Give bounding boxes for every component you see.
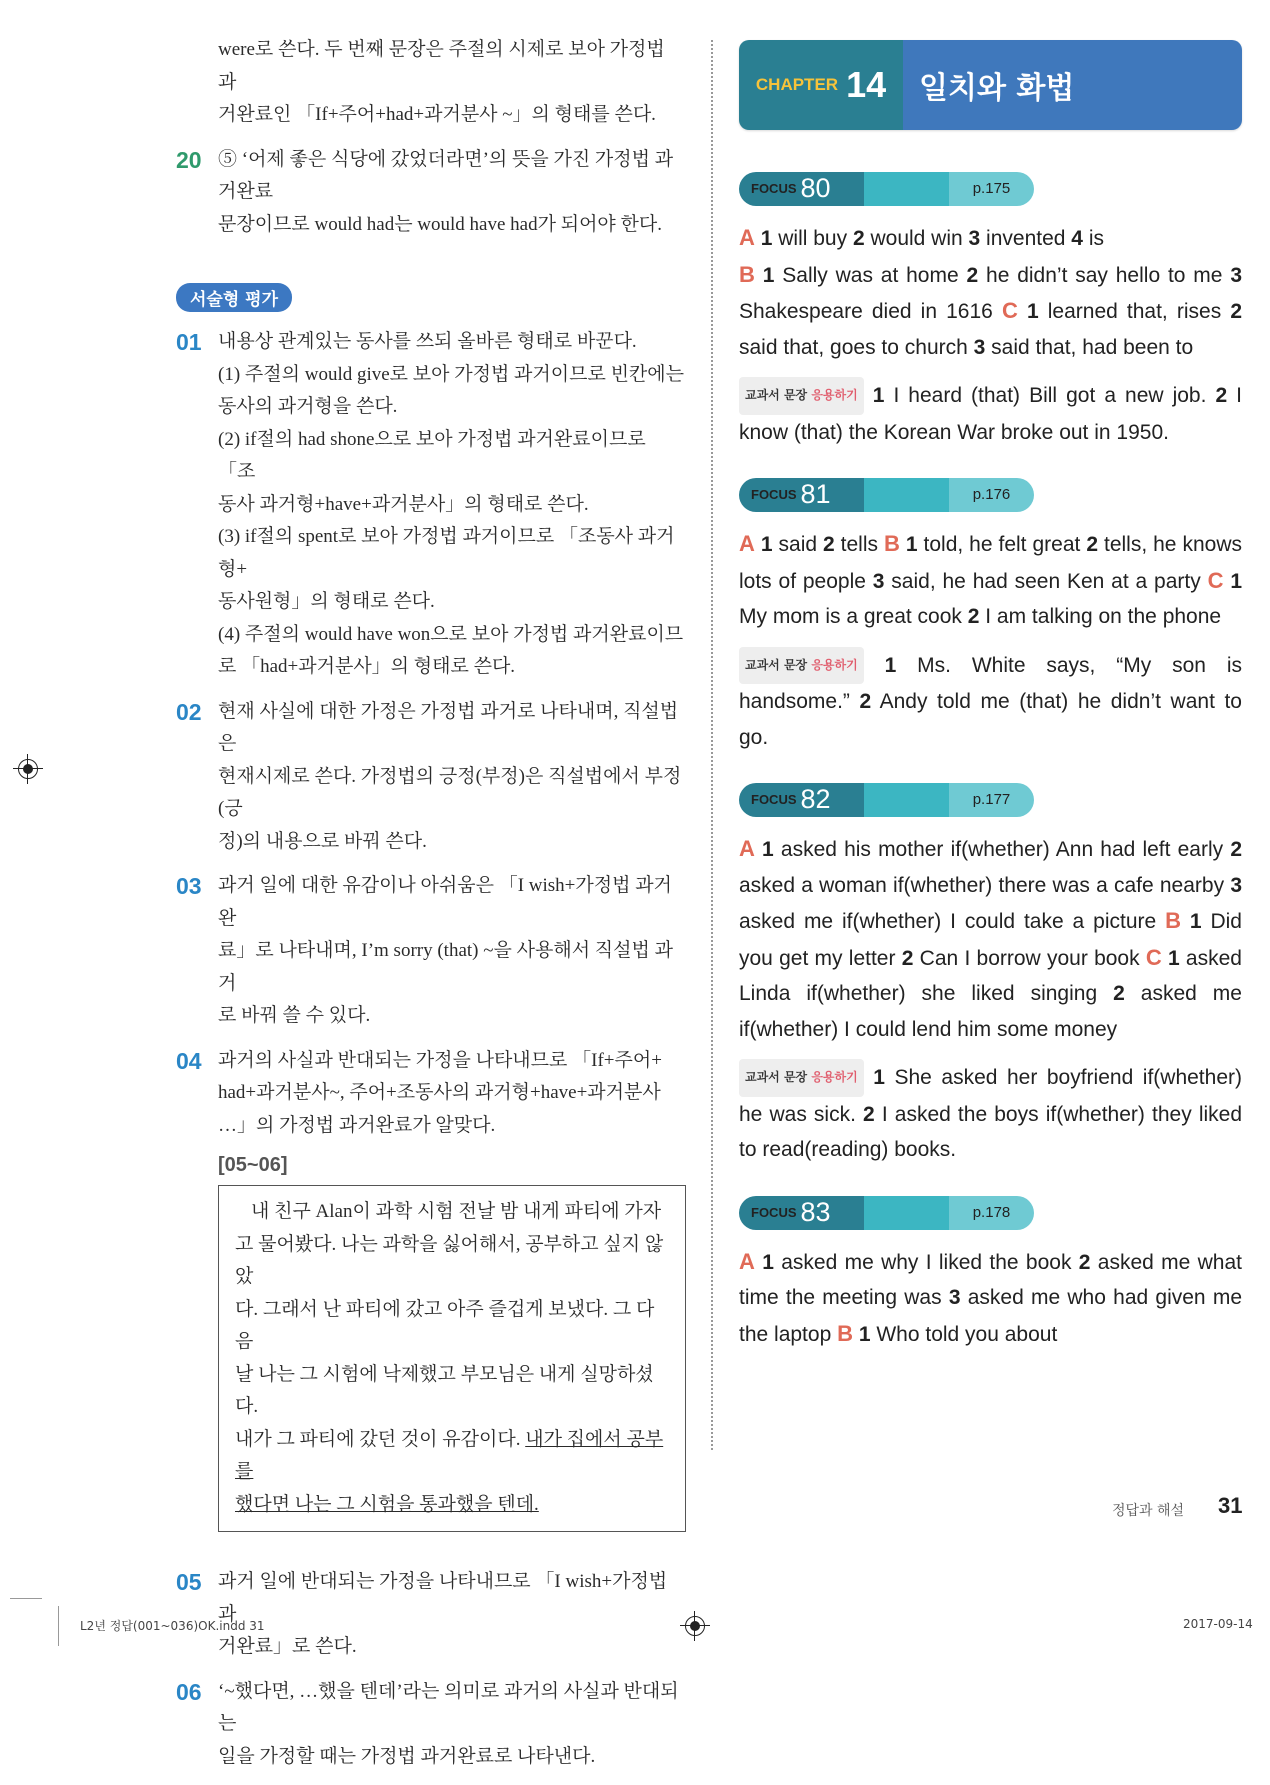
text-line: (1) 주절의 would give로 보아 가정법 과거이므로 빈칸에는 [218, 363, 684, 385]
answer-number: 2 [1078, 1250, 1091, 1274]
column-divider [711, 40, 713, 1450]
part-letter: C [1145, 944, 1162, 970]
text-line: …」의 가정법 과거완료가 알맞다. [218, 1114, 496, 1136]
focus-number: 83 [800, 1196, 831, 1227]
item-number: 03 [176, 873, 202, 899]
intro-text [176, 34, 686, 132]
chapter-title: 일치와 화법 [919, 71, 1075, 106]
focus-page: p.177 [949, 783, 1034, 817]
focus-word: FOCUS [751, 487, 797, 503]
text-line: 문장이므로 would had는 would have had가 되어야 한다. [218, 213, 662, 235]
chapter-label [739, 40, 903, 130]
text-line: ‘~했다면, …했을 텐데’라는 의미로 과거의 사실과 반대되는 [218, 1680, 679, 1734]
answer-number: 2 [967, 605, 980, 628]
answer-number: 2 [1086, 533, 1099, 556]
answer-number: 3 [872, 569, 885, 593]
footer-date: 2017-09-14 [1183, 1617, 1253, 1631]
answer-text: tells [834, 533, 884, 556]
focus-number: 82 [800, 784, 831, 815]
focus-bar-middle [864, 783, 949, 817]
text-line: 료」로 나타내며, I’m sorry (that) ~을 사용해서 직설법 과거 [218, 940, 673, 994]
answer-number: 2 [859, 690, 872, 713]
text-line: 내용상 관계있는 동사를 쓰되 올바른 형태로 바꾼다. [218, 331, 637, 352]
answer-text: Sally was at home [774, 263, 967, 287]
focus-bar [739, 1196, 1034, 1230]
registration-mark-icon [18, 759, 38, 779]
answer-text: asked a woman if(whether) there was a cafe nearby [739, 873, 1231, 897]
answer-text: he didn’t say hello to me [978, 263, 1231, 287]
item-number: 04 [176, 1047, 202, 1074]
answer-number: 1 [1026, 300, 1039, 323]
answer-paragraph [739, 526, 1242, 635]
answer-text: said that, had been to [985, 335, 1194, 359]
text-line: 과거 일에 대한 유감이나 아쉬움은 「I wish+가정법 과거완 [218, 875, 672, 929]
focus-number: 80 [800, 173, 831, 204]
text-line [235, 1424, 669, 1489]
answer-number: 1 [760, 227, 773, 250]
text-line: 고 물어봤다. 나는 과학을 싫어해서, 공부하고 싶지 않았 [235, 1233, 664, 1287]
chapter-title-area [903, 40, 1242, 130]
focus-word: FOCUS [751, 1204, 797, 1220]
answer-text: tells, he knows lots of people [739, 533, 1242, 593]
answer-number: 4 [1071, 227, 1083, 250]
crop-mark [58, 1606, 59, 1646]
left-column [176, 34, 686, 1785]
answer-text: told, he felt great [917, 533, 1087, 556]
text-line: 동사원형」의 형태로 쓴다. [218, 591, 435, 612]
page-number: 31 [1218, 1493, 1243, 1518]
tag-highlight: 응용하기 [811, 1070, 858, 1084]
focus-section-81 [739, 478, 1242, 755]
text-line: had+과거분사~, 주어+조동사의 과거형+have+과거분사 [218, 1082, 661, 1103]
part-letter: A [739, 225, 755, 250]
crop-mark [10, 1598, 42, 1599]
focus-bar-middle [864, 1196, 949, 1230]
section-badge: 서술형 평가 [176, 283, 292, 312]
focus-section-80 [739, 172, 1242, 450]
textbook-paragraph [739, 377, 1242, 450]
text-line: (3) if절의 spent로 보아 가정법 과거이므로 「조동사 과거형+ [218, 526, 675, 580]
text-line: were로 쓴다. 두 번째 문장은 주절의 시제로 보아 가정법 과 [218, 39, 665, 93]
passage-box [218, 1185, 686, 1532]
registration-mark-icon [685, 1616, 705, 1636]
chapter-header [739, 40, 1242, 130]
answer-text: My mom is a great cook [739, 605, 968, 628]
item-number: 20 [176, 146, 202, 173]
answer-text: invented [980, 227, 1072, 250]
answer-number: 1 [873, 1066, 885, 1089]
answer-05 [176, 1566, 686, 1664]
tag-text: 교과서 문장 [745, 388, 812, 402]
text-line: 내 친구 Alan이 과학 시험 전날 밤 내게 파티에 가자 [251, 1201, 662, 1222]
part-letter: B [884, 531, 900, 556]
underlined-text: 내가 집에서 공부를 [235, 1428, 664, 1482]
text-line: 동사 과거형+have+과거분사」의 형태로 쓴다. [218, 493, 589, 515]
focus-label [739, 1196, 864, 1230]
answer-text: Can I borrow your book [913, 946, 1146, 970]
part-letter: A [739, 836, 755, 861]
text-line: (4) 주절의 would have won으로 보아 가정법 과거완료이므 [218, 623, 684, 645]
answer-text: Andy told me (that) he didn’t want to go. [739, 690, 1242, 749]
tag-text: 교과서 문장 [745, 657, 812, 672]
answer-number: 1 [884, 653, 897, 677]
answer-04 [176, 1045, 686, 1143]
answer-02 [176, 696, 686, 859]
answer-number: 2 [901, 946, 914, 970]
text-line: 거완료인 「If+주어+had+과거분사 ~」의 형태를 쓴다. [218, 104, 656, 125]
answer-text: asked me if(whether) I could take a picture [739, 910, 1166, 933]
item-number: 01 [176, 329, 202, 355]
item-number: 05 [176, 1569, 202, 1595]
answer-text: asked me if(whether) I could lend him some money [739, 982, 1242, 1041]
part-letter: B [1165, 908, 1181, 933]
answer-number: 2 [1215, 384, 1228, 407]
chapter-number: 14 [846, 64, 887, 105]
focus-label [739, 172, 864, 206]
answer-text: I am talking on the phone [979, 605, 1222, 628]
answer-text: learned that, rises [1038, 300, 1231, 323]
answer-number: 1 [1189, 910, 1202, 933]
focus-page: p.178 [949, 1196, 1034, 1230]
answer-text: She asked her boyfriend if(whether) he was sick. [739, 1066, 1242, 1126]
textbook-paragraph [739, 1059, 1242, 1168]
text-line: 일을 가정할 때는 가정법 과거완료로 나타낸다. [218, 1745, 596, 1767]
focus-bar-middle [864, 478, 949, 512]
answer-text: Ms. White says, “My son is handsome.” [739, 653, 1242, 713]
focus-number: 81 [800, 479, 831, 510]
chapter-word: CHAPTER [755, 75, 839, 94]
answer-number: 2 [1230, 300, 1243, 323]
part-letter: A [739, 531, 755, 556]
answer-number: 1 [1168, 946, 1180, 970]
answer-number: 3 [968, 227, 981, 250]
answer-number: 3 [1230, 873, 1242, 897]
part-letter: C [1001, 298, 1018, 323]
tag-highlight: 응용하기 [811, 657, 858, 672]
answer-text: said [772, 533, 824, 556]
answer-number: 2 [1113, 982, 1125, 1005]
answer-number: 2 [1230, 838, 1242, 861]
answer-text: I know (that) the Korean War broke out in 1950. [739, 384, 1242, 444]
text-line: 동사의 과거형을 쓴다. [218, 396, 398, 417]
answer-paragraph [739, 1244, 1242, 1353]
item-number: 02 [176, 698, 202, 725]
answer-01 [176, 326, 686, 684]
footer-filename: L2년 정답(001~036)OK.indd 31 [80, 1619, 265, 1633]
answer-number: 2 [852, 227, 865, 250]
answer-number: 1 [905, 533, 918, 556]
answer-text: said, he had seen Ken at a party [884, 569, 1208, 593]
answer-text: asked me why I liked the book [773, 1250, 1079, 1274]
answer-text: asked Linda if(whether) she liked singing [739, 946, 1242, 1005]
answer-number: 1 [858, 1322, 871, 1346]
answer-paragraph [739, 220, 1242, 365]
answer-20 [176, 144, 686, 242]
focus-page: p.176 [949, 478, 1034, 512]
text-line: 과거의 사실과 반대되는 가정을 나타내므로 「If+주어+ [218, 1049, 662, 1071]
answer-text: asked his mother if(whether) Ann had left early [773, 838, 1231, 861]
answer-text: Who told you about [870, 1322, 1058, 1346]
text-line: 다. 그래서 난 파티에 갔고 아주 즐겁게 보냈다. 그 다음 [235, 1298, 655, 1352]
textbook-tag [739, 647, 864, 685]
focus-section-82 [739, 783, 1242, 1168]
text-line: (2) if절의 had shone으로 보아 가정법 과거완료이므로 「조 [218, 428, 646, 482]
part-letter: A [739, 1248, 755, 1274]
focus-bar [739, 172, 1034, 206]
focus-label [739, 783, 864, 817]
answer-number: 1 [760, 533, 773, 556]
textbook-tag [739, 1059, 864, 1097]
focus-bar [739, 478, 1034, 512]
text-line: 거완료」로 쓴다. [218, 1636, 357, 1657]
answer-text: is [1082, 227, 1104, 250]
focus-label [739, 478, 864, 512]
focus-bar-middle [864, 172, 949, 206]
textbook-paragraph [739, 647, 1242, 756]
focus-bar [739, 783, 1034, 817]
text-line: 현재 사실에 대한 가정은 가정법 과거로 나타내며, 직설법은 [218, 700, 679, 754]
focus-word: FOCUS [751, 181, 797, 197]
answer-number: 3 [948, 1286, 961, 1309]
text-line: 정)의 내용으로 바꿔 쓴다. [218, 830, 427, 852]
part-letter: B [739, 261, 755, 287]
right-column [739, 172, 1242, 1380]
answer-text: will buy [772, 227, 853, 250]
answer-number: 1 [1230, 569, 1242, 593]
tag-text: 교과서 문장 [745, 1070, 812, 1084]
text-line: 과거 일에 반대되는 가정을 나타내므로 「I wish+가정법 과 [218, 1571, 668, 1625]
question-range: [05~06] [218, 1154, 288, 1176]
underlined-text: 했다면 나는 그 시험을 통과했을 텐데. [235, 1493, 539, 1515]
text-line: ⑤ ‘어제 좋은 식당에 갔었더라면’의 뜻을 가진 가정법 과거완료 [218, 148, 674, 202]
answer-number: 1 [762, 263, 775, 287]
answer-number: 1 [762, 1250, 774, 1274]
text-line: 로 바꿔 쓸 수 있다. [218, 1005, 371, 1026]
answer-number: 3 [1230, 263, 1242, 287]
answer-text: I heard (that) Bill got a new job. [884, 384, 1216, 407]
part-letter: B [837, 1320, 853, 1346]
answer-number: 2 [863, 1102, 875, 1126]
text-line: 현재시제로 쓴다. 가정법의 긍정(부정)은 직설법에서 부정(긍 [218, 765, 682, 819]
focus-section-83 [739, 1196, 1242, 1353]
item-number: 06 [176, 1678, 202, 1705]
plain-text: 내가 그 파티에 갔던 것이 유감이다. [235, 1428, 526, 1450]
tag-highlight: 응용하기 [811, 388, 858, 402]
answer-number: 2 [966, 263, 979, 287]
answer-text: asked me what time the meeting was [739, 1250, 1242, 1309]
textbook-tag [739, 377, 864, 415]
text-line: 로 「had+과거분사」의 형태로 쓴다. [218, 656, 516, 677]
answer-number: 3 [973, 335, 986, 359]
text-line: 날 나는 그 시험에 낙제했고 부모님은 내게 실망하셨다. [235, 1363, 654, 1417]
answer-text: I asked the boys if(whether) they liked to read(reading) books. [739, 1102, 1243, 1161]
answer-03 [176, 870, 686, 1033]
answer-number: 2 [823, 533, 835, 556]
answer-text: asked me who had given me the laptop [739, 1286, 1243, 1346]
footer-label: 정답과 해설 [1112, 1503, 1185, 1519]
part-letter: C [1207, 567, 1224, 593]
answer-06 [176, 1676, 686, 1774]
answer-number: 1 [872, 384, 885, 407]
answer-text: Did you get my letter [739, 910, 1242, 970]
answer-paragraph [739, 831, 1242, 1047]
answer-number: 1 [762, 838, 774, 861]
focus-word: FOCUS [751, 792, 797, 808]
answer-text: would win [864, 227, 969, 250]
focus-page: p.175 [949, 172, 1034, 206]
answer-text: said that, goes to church [739, 335, 974, 359]
answer-text: Shakespeare died in 1616 [739, 300, 1002, 323]
